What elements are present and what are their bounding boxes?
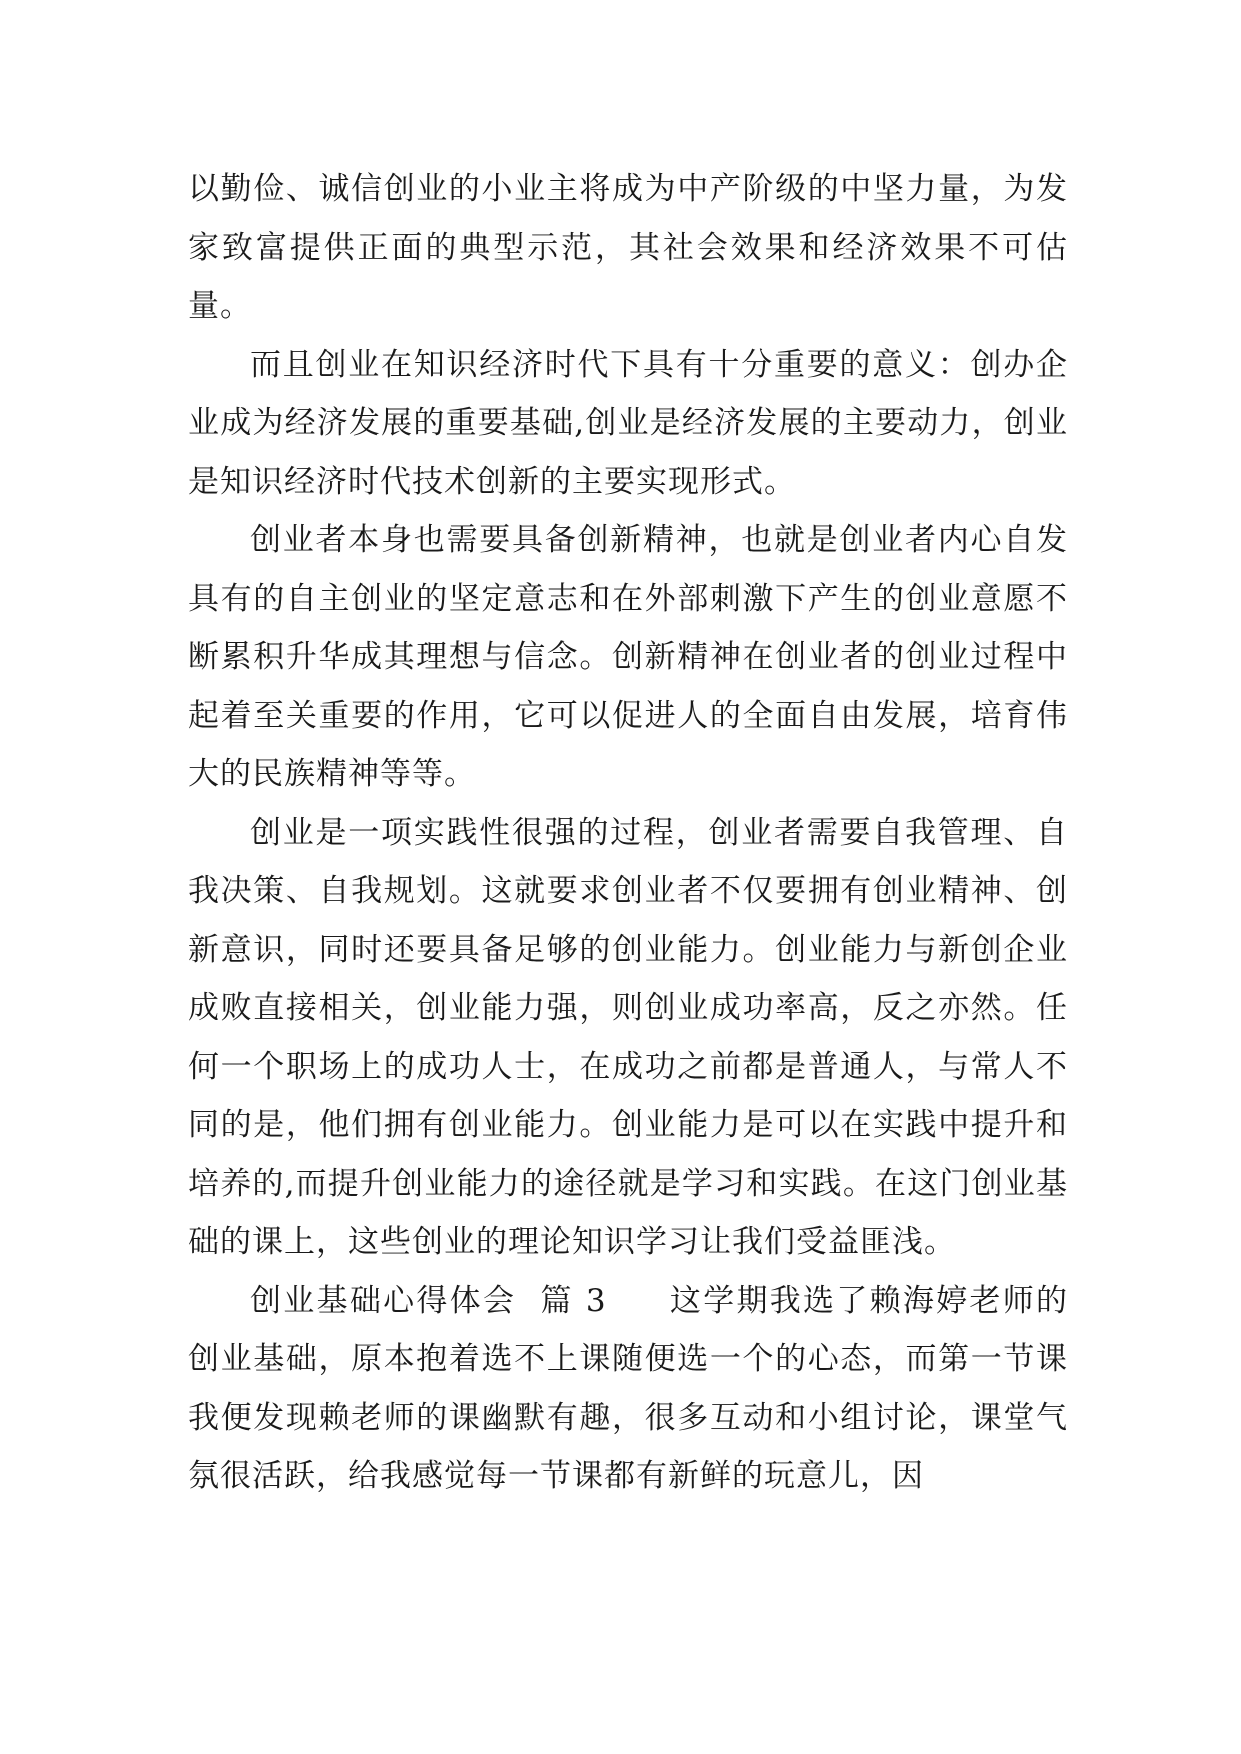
paragraph-2: 而且创业在知识经济时代下具有十分重要的意义：创办企业成为经济发展的重要基础,创业是经济发展的主要动力，创业是知识经济时代技术创新的主要实现形式。	[188, 346, 1068, 500]
paragraph-5	[188, 1272, 1068, 1506]
paragraph-4: 创业是一项实践性很强的过程，创业者需要自我管理、自我决策、自我规划。这就要求创业者不仅要拥有创业精神、创新意识，同时还要具备足够的创业能力。创业能力与新创企业成败直接相关，创业能力强，则创业成功率高，反之亦然。任何一个职场上的成功人士，在成功之前都是普通人，与常人不同的是，他们拥有创业能力。创业能力是可以在实践中提升和培养的,而提升创业能力的途径就是学习和实践。在这门创业基础的课上，这些创业的理论知识学习让我们受益匪浅。	[188, 814, 1068, 1260]
document-body	[188, 160, 1068, 1506]
paragraph-5-body: 这学期我选了赖海婷老师的创业基础，原本抱着选不上课随便选一个的心态，而第一节课我便发现赖老师的课幽默有趣，很多互动和小组讨论，课堂气氛很活跃，给我感觉每一节课都有新鲜的玩意儿，因	[188, 1282, 1068, 1494]
paragraph-1: 以勤俭、诚信创业的小业主将成为中产阶级的中坚力量，为发家致富提供正面的典型示范，其社会效果和经济效果不可估量。	[188, 171, 1068, 324]
section-heading: 创业基础心得体会 篇 3	[250, 1282, 607, 1319]
paragraph-3: 创业者本身也需要具备创新精神，也就是创业者内心自发具有的自主创业的坚定意志和在外部刺激下产生的创业意愿不断累积升华成其理想与信念。创新精神在创业者的创业过程中起着至关重要的作用，它可以促进人的全面自由发展，培育伟大的民族精神等等。	[188, 522, 1068, 792]
